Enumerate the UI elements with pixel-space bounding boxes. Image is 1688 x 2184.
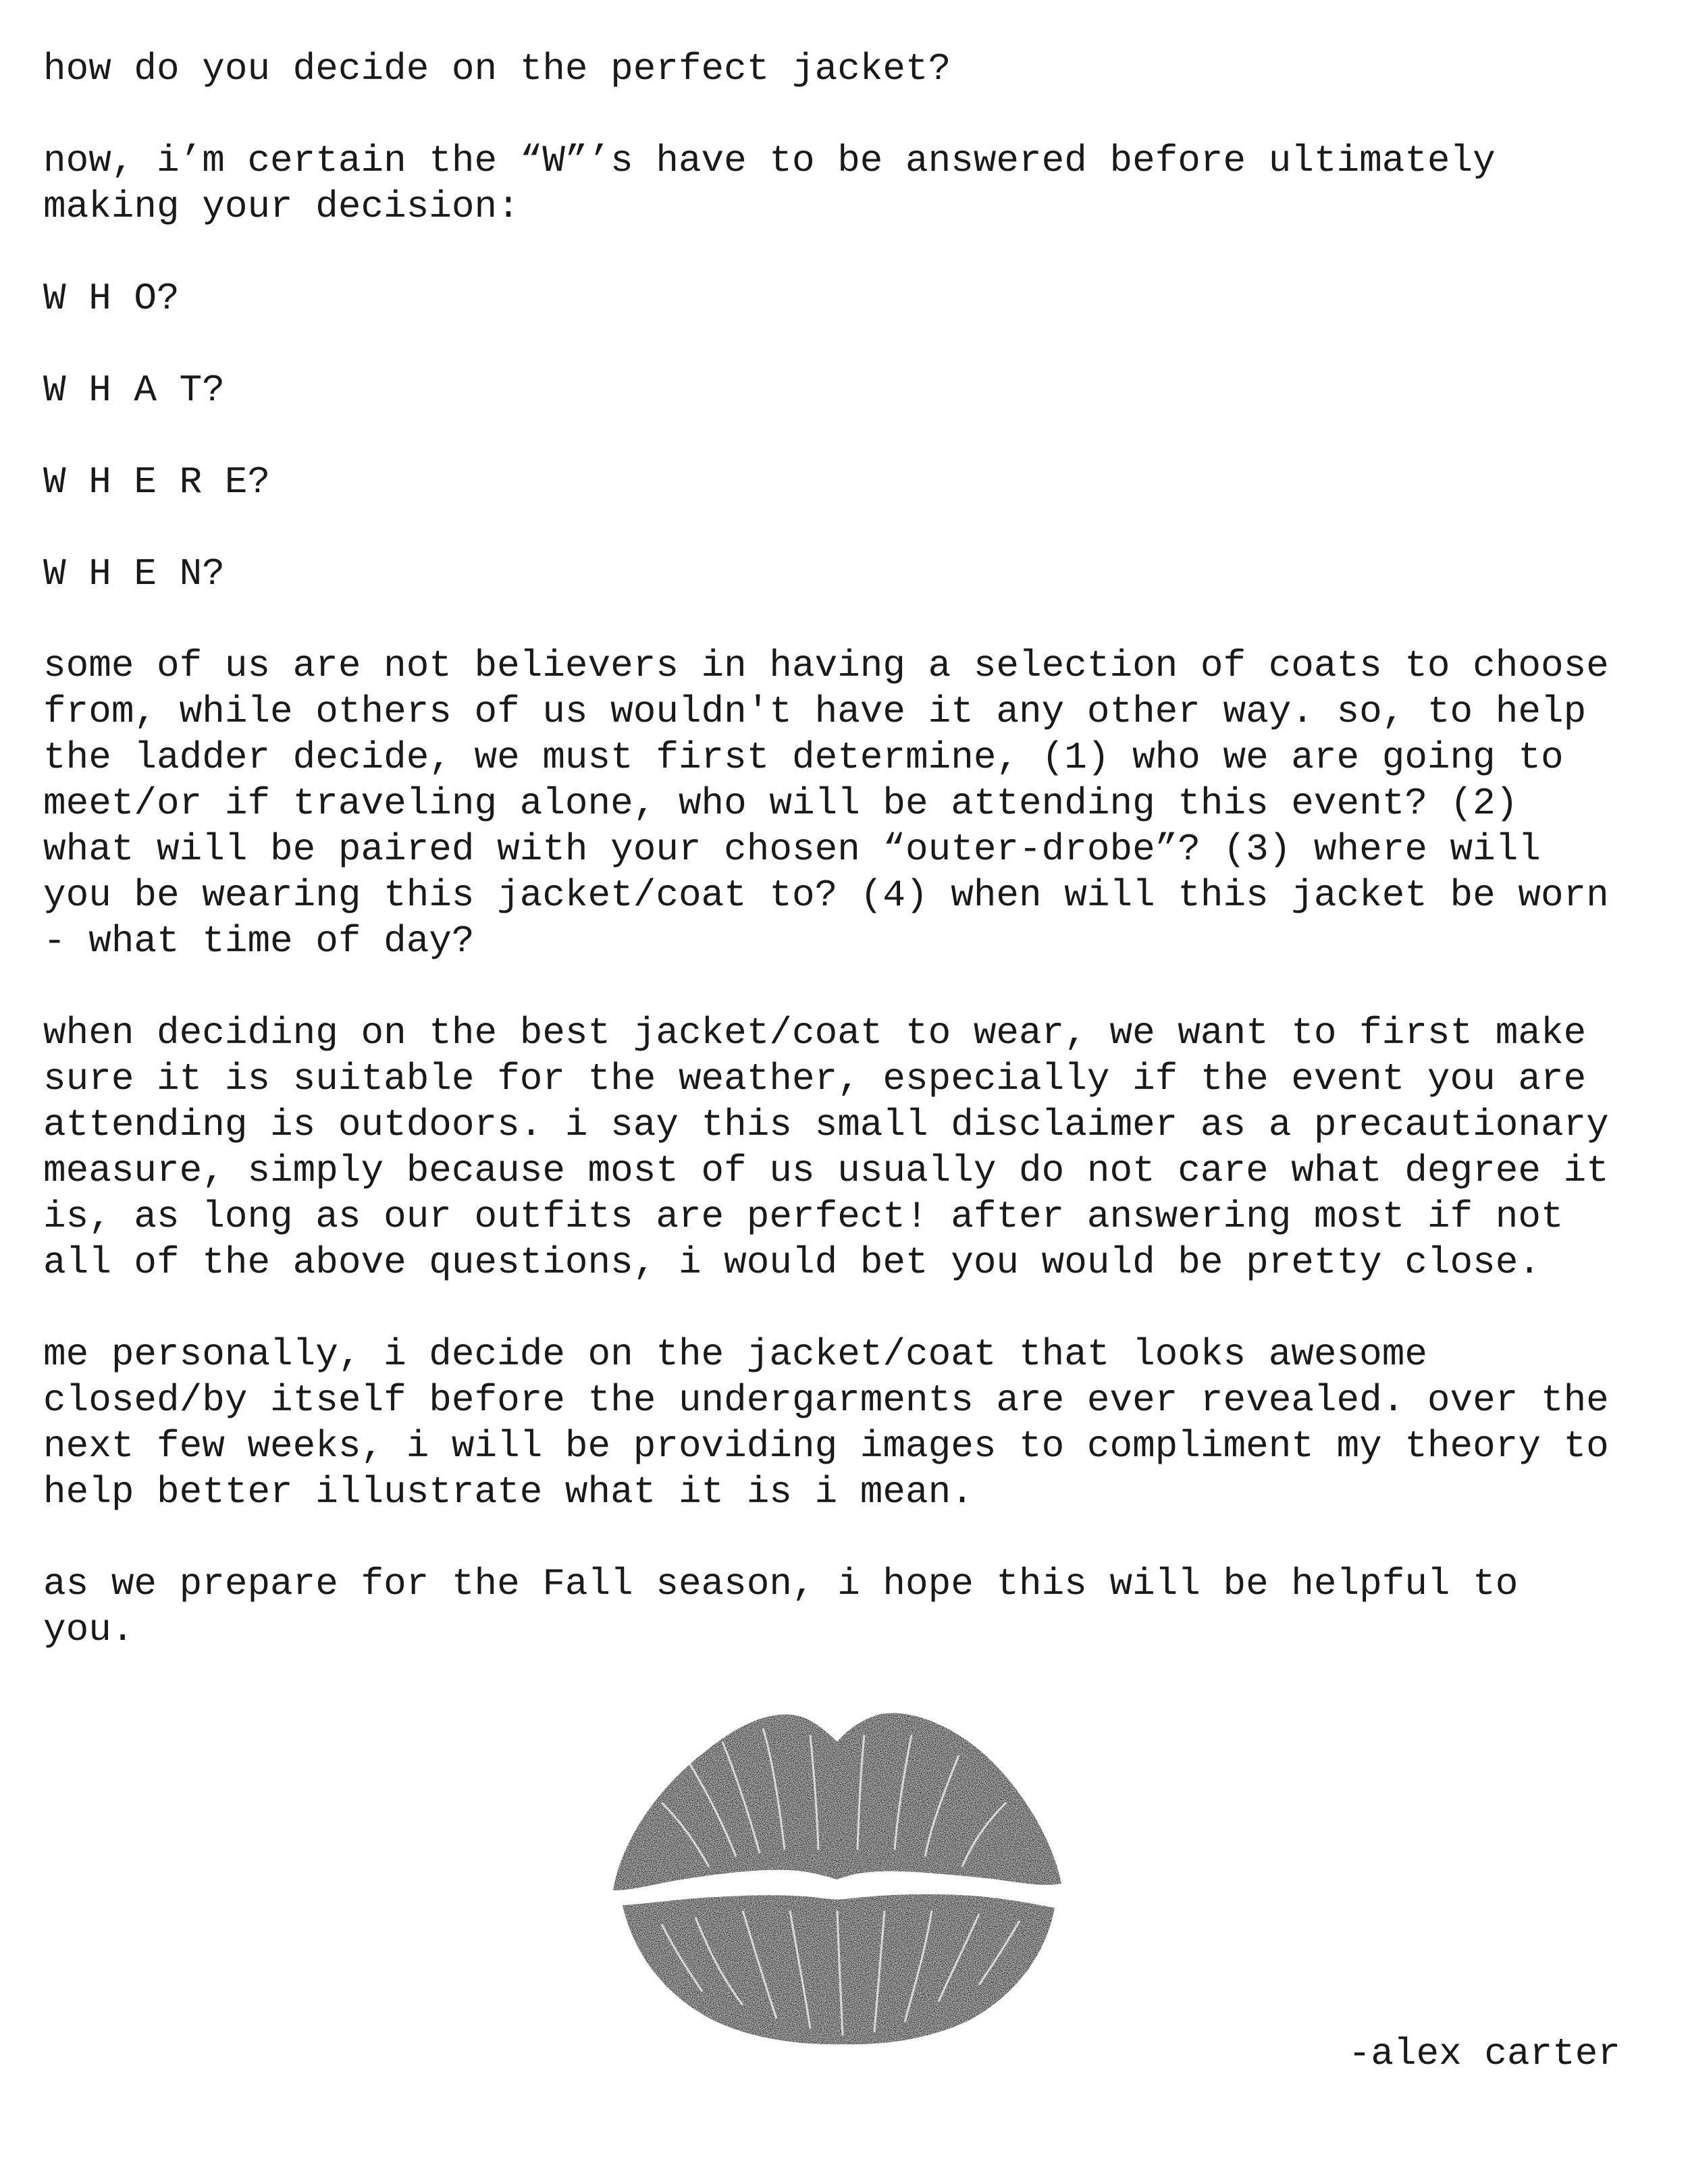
text-line: you.	[43, 1608, 134, 1651]
paragraph-title-question	[43, 46, 1664, 92]
paragraph-closing	[43, 1561, 1664, 1653]
text-line: from, while others of us wouldn't have it any other way. so, to help	[43, 690, 1587, 733]
paragraph-intro	[43, 138, 1664, 230]
lips-icon	[608, 1688, 1067, 2052]
text-line: how do you decide on the perfect jacket?	[43, 47, 951, 90]
text-line: help better illustrate what it is i mean.	[43, 1470, 974, 1514]
question-where	[43, 459, 1664, 505]
question-when	[43, 551, 1664, 597]
text-line: making your decision:	[43, 185, 520, 228]
text-line: meet/or if traveling alone, who will be attending this event? (2)	[43, 782, 1519, 825]
text-line: W H A T?	[43, 369, 225, 412]
text-line: when deciding on the best jacket/coat to wear, we want to first make	[43, 1011, 1587, 1055]
text-line: now, i’m certain the “W”’s have to be answered before ultimately	[43, 139, 1496, 182]
text-line: sure it is suitable for the weather, especially if the event you are	[43, 1057, 1587, 1100]
question-what	[43, 367, 1664, 413]
text-line: what will be paired with your chosen “outer-drobe”? (3) where will	[43, 828, 1541, 871]
paragraph-personal	[43, 1331, 1664, 1515]
upper-lip	[613, 1713, 1061, 1890]
text-line: W H E R E?	[43, 460, 271, 504]
text-line: me personally, i decide on the jacket/coat that looks awesome	[43, 1333, 1427, 1376]
text-line: closed/by itself before the undergarments are ever revealed. over the	[43, 1379, 1609, 1422]
text-line: measure, simply because most of us usually do not care what degree it	[43, 1149, 1609, 1192]
body-text	[43, 46, 1664, 1699]
text-line: is, as long as our outfits are perfect! after answering most if not	[43, 1195, 1564, 1238]
text-line: next few weeks, i will be providing images to compliment my theory to	[43, 1424, 1609, 1468]
text-line: all of the above questions, i would bet you would be pretty close.	[43, 1241, 1541, 1284]
text-line: - what time of day?	[43, 920, 475, 963]
paragraph-selection	[43, 643, 1664, 964]
question-who	[43, 275, 1664, 321]
text-line: some of us are not believers in having a selection of coats to choose	[43, 644, 1609, 687]
text-line: as we prepare for the Fall season, i hope this will be helpful to	[43, 1562, 1519, 1605]
author-signature: -alex carter	[1348, 2032, 1620, 2075]
text-line: W H O?	[43, 277, 180, 320]
text-line: you be wearing this jacket/coat to? (4) when will this jacket be worn	[43, 874, 1609, 917]
text-line: W H E N?	[43, 552, 225, 595]
lips-print-graphic	[608, 1688, 1067, 2052]
text-line: attending is outdoors. i say this small disclaimer as a precautionary	[43, 1103, 1609, 1146]
paragraph-weather	[43, 1010, 1664, 1285]
text-line: the ladder decide, we must first determine, (1) who we are going to	[43, 736, 1564, 779]
